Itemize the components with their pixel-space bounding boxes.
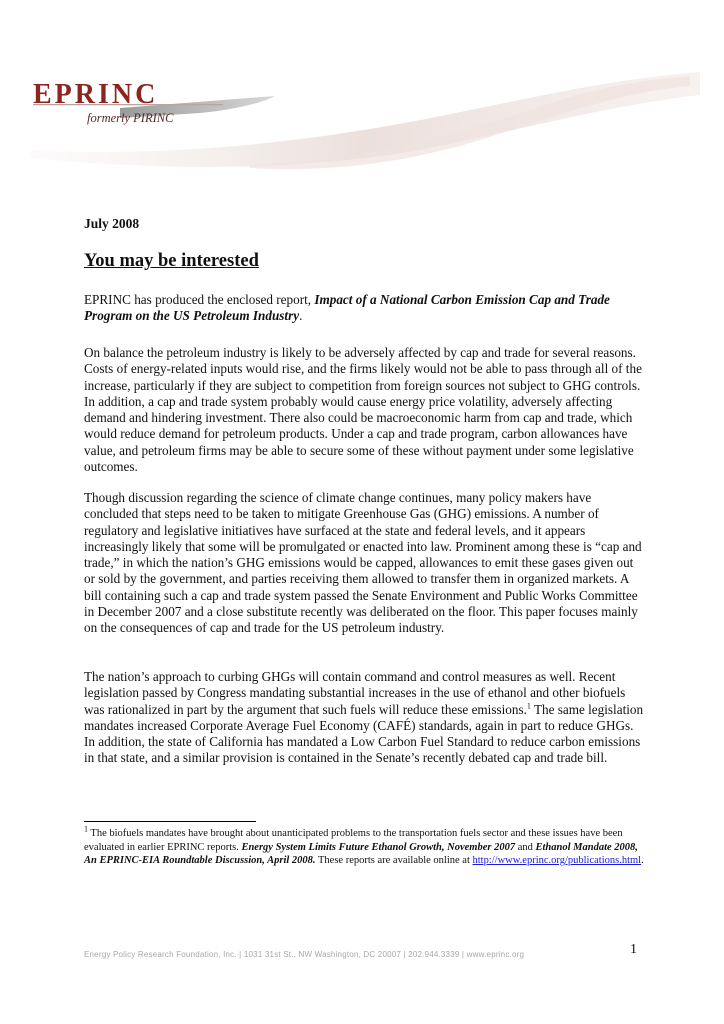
footnote-report-1: Energy System Limits Future Ethanol Growth, November 2007 (241, 841, 516, 853)
paragraph-text: Though discussion regarding the science of climate change continues, many policy makers have concluded that steps need to be taken to mitigate Greenhouse Gas (GHG) emissions. A number of regulatory and legislative initiatives have surfaced at the state and federal levels, and it appears increasingly likely that some will be promulgated or enacted into law. Prominent among these is “cap and trade,” in which the nation’s GHG emissions would be capped, allowances to emit these gases given out or sold by the government, and parties receiving them allowed to transfer them in organized markets. A bill containing such a cap and trade system passed the Senate Environment and Public Works Committee in December 2007 and a close substitute recently was deliberated on the floor. This paper focuses mainly on the consequences of cap and trade for the US petroleum industry. (84, 490, 642, 636)
paragraph-text-continued: The same legislation mandates increased Corporate Average Fuel Economy (CAFÉ) standards, again in part to reduce GHGs. In addition, the state of California has mandated a Low Carbon Fuel Standard to reduce carbon emissions in that state, and a similar provision is contained in the Senate’s recently debated cap and trade bill. (84, 701, 644, 766)
intro-text: EPRINC has produced the enclosed report, (84, 292, 315, 307)
footnote-text: These reports are available online at (315, 855, 473, 866)
document-date: July 2008 (84, 216, 140, 231)
eprinc-logo: EPRINC (33, 79, 159, 110)
intro-suffix: . (299, 308, 303, 324)
footnote-text: and (515, 841, 536, 853)
footnote (84, 824, 644, 868)
footnote-number: 1 (84, 824, 88, 834)
paragraph-balance (84, 345, 644, 475)
footer-address: Energy Policy Research Foundation, Inc. | 1031 31st St., NW Washington, DC 20007 | 202.944.3339 | www.eprinc.org (84, 950, 525, 959)
footnote-divider (84, 821, 256, 822)
paragraph-text: On balance the petroleum industry is likely to be adversely affected by cap and trade for several reasons. Costs of energy-related inputs would rise, and the firms likely would not be able to pass through all of the increase, particularly if they are subject to competition from foreign sources not subject to GHG controls. In addition, a cap and trade system probably would cause energy price volatility, adversely affecting demand and hindering investment. There also could be macroeconomic harm from cap and trade, which would reduce demand for petroleum products. Under a cap and trade program, carbon allowances have value, and petroleum firms may be able to secure some of these without payment under some legislative outcomes. (84, 345, 642, 475)
publications-link[interactable]: http://www.eprinc.org/publications.html (472, 855, 642, 866)
footnote-report-2: Ethanol Mandate 2008, An EPRINC-EIA Roundtable Discussion, April 2008. (84, 841, 638, 866)
page-number: 1 (630, 942, 637, 957)
intro-paragraph (84, 292, 644, 325)
footnote-text: . (641, 855, 644, 866)
paragraph-approach (84, 669, 644, 767)
paragraph-text: The nation’s approach to curbing GHGs will contain command and control measures as well. Recent legislation passed by Congress mandating substantial increases in the use of ethanol and other biofuels was rationalized in part by the argument that such fuels will reduce these emissions. (84, 669, 626, 717)
logo-subtitle: formerly PIRINC (87, 111, 174, 125)
paragraph-climate (84, 490, 644, 637)
footnote-reference[interactable]: 1 (526, 701, 531, 711)
footnote-text: The biofuels mandates have brought about unanticipated problems to the transportation fuels sector and these issues have been evaluated in earlier EPRINC reports. (84, 828, 623, 853)
report-title: Impact of a National Carbon Emission Cap and Trade Program on the US Petroleum Industry (84, 292, 610, 324)
document-title: You may be interested (84, 251, 259, 271)
